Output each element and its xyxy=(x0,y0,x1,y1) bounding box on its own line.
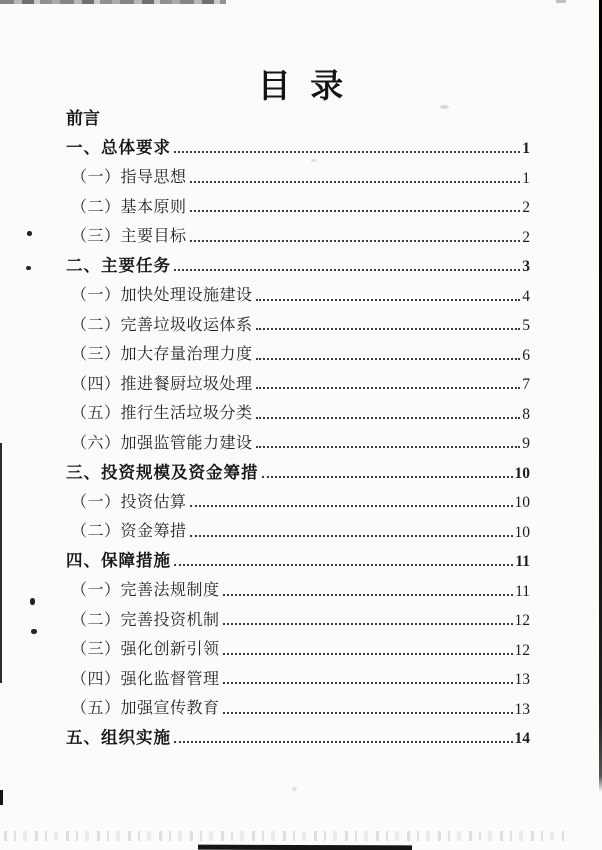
toc-entry-label: （二）完善投资机制 xyxy=(71,611,220,629)
toc-dot-leader xyxy=(174,151,520,153)
toc-dot-leader xyxy=(223,712,513,714)
toc-entry-page: 13 xyxy=(514,700,530,718)
toc-entry xyxy=(66,660,530,690)
toc-entry-label: （五）加强宣传教育 xyxy=(71,700,220,718)
toc-entry-page: 10 xyxy=(514,464,530,482)
toc-entry-page: 7 xyxy=(522,376,530,394)
toc-dot-leader xyxy=(256,417,521,419)
toc-entry-page: 11 xyxy=(515,553,530,571)
scan-artifact-bottom-black-bar xyxy=(198,845,412,850)
toc-entry xyxy=(66,689,530,719)
toc-entry-page: 2 xyxy=(522,228,530,246)
toc-dot-leader xyxy=(256,299,521,301)
toc-dot-leader xyxy=(174,564,513,566)
toc-entry xyxy=(66,335,530,365)
toc-entry-label: （一）投资估算 xyxy=(71,493,187,511)
toc-entry xyxy=(66,158,530,188)
toc-entry xyxy=(66,630,530,660)
toc-entry-page: 3 xyxy=(522,258,530,276)
toc-entry-label: （一）加快处理设施建设 xyxy=(71,287,253,305)
toc-preface xyxy=(66,99,530,129)
toc-entry-label: （三）强化创新引领 xyxy=(71,641,220,659)
toc-dot-leader xyxy=(190,505,513,507)
toc-entry-page: 1 xyxy=(522,140,530,158)
toc-dot-leader xyxy=(223,653,513,655)
toc-entry-label: （四）强化监督管理 xyxy=(71,670,220,688)
toc-entry-label: 五、组织实施 xyxy=(66,728,171,748)
toc-entry-label: 三、投资规模及资金筹措 xyxy=(66,462,259,482)
toc-entry xyxy=(66,453,530,483)
scan-artifact-speck xyxy=(27,231,32,236)
toc-dot-leader xyxy=(223,682,513,684)
toc-entry-page: 2 xyxy=(522,199,530,217)
table-of-contents xyxy=(66,99,530,748)
toc-entry-label: （二）基本原则 xyxy=(71,198,187,216)
toc-entry xyxy=(66,424,530,454)
toc-dot-leader xyxy=(174,741,513,743)
toc-dot-leader xyxy=(256,446,521,448)
toc-entry-page: 13 xyxy=(514,671,530,689)
toc-entry-label: （一）指导思想 xyxy=(71,169,187,187)
toc-dot-leader xyxy=(256,328,521,330)
toc-entry-page: 6 xyxy=(522,346,530,364)
toc-dot-leader xyxy=(256,358,521,360)
toc-entry xyxy=(66,306,530,336)
toc-dot-leader xyxy=(223,594,514,596)
toc-entry xyxy=(66,542,530,572)
toc-entry-page: 1 xyxy=(522,169,530,187)
toc-entry-page: 14 xyxy=(514,730,530,748)
toc-entry xyxy=(66,247,530,277)
toc-dot-leader xyxy=(190,210,521,212)
toc-entry xyxy=(66,129,530,159)
toc-entry xyxy=(66,483,530,513)
toc-dot-leader xyxy=(174,269,520,271)
toc-entry-label: 二、主要任务 xyxy=(66,256,171,276)
toc-dot-leader xyxy=(190,240,521,242)
toc-entry xyxy=(66,719,530,749)
toc-entry-page: 12 xyxy=(514,641,530,659)
toc-entry-page: 11 xyxy=(515,582,530,600)
toc-dot-leader xyxy=(256,387,521,389)
toc-entry-label: （二）资金筹措 xyxy=(71,523,187,541)
toc-entry-label: （三）主要目标 xyxy=(71,228,187,246)
toc-entry xyxy=(66,276,530,306)
toc-entry-label: （二）完善垃圾收运体系 xyxy=(71,316,253,334)
toc-dot-leader xyxy=(190,181,521,183)
toc-preface-label: 前言 xyxy=(66,108,100,128)
scan-artifact-top-noise-band xyxy=(0,0,226,4)
toc-entry-label: 一、总体要求 xyxy=(66,138,171,158)
toc-entry-label: （三）加大存量治理力度 xyxy=(71,346,253,364)
scan-artifact-speck xyxy=(31,629,37,634)
scan-artifact-speck xyxy=(26,266,31,270)
toc-dot-leader xyxy=(190,535,513,537)
toc-entry-page: 8 xyxy=(522,405,530,423)
toc-entry-label: （一）完善法规制度 xyxy=(71,582,220,600)
toc-entry-label: （五）推行生活垃圾分类 xyxy=(71,405,253,423)
scan-artifact-left-edge-line xyxy=(0,443,2,683)
toc-entry-page: 4 xyxy=(522,287,530,305)
scan-artifact-left-edge-mark xyxy=(0,790,3,805)
toc-entry xyxy=(66,217,530,247)
toc-entry xyxy=(66,188,530,218)
toc-entry xyxy=(66,394,530,424)
toc-entry-page: 12 xyxy=(514,612,530,630)
toc-entry-page: 5 xyxy=(522,317,530,335)
toc-entry xyxy=(66,512,530,542)
toc-dot-leader xyxy=(223,623,513,625)
toc-dot-leader xyxy=(262,476,513,478)
toc-entry xyxy=(66,365,530,395)
toc-entry-page: 10 xyxy=(514,494,530,512)
toc-entry-label: （六）加强监管能力建设 xyxy=(71,434,253,452)
toc-entry-page: 9 xyxy=(522,435,530,453)
page-title: 目 录 xyxy=(257,69,345,105)
toc-entry-page: 10 xyxy=(514,523,530,541)
toc-entry-label: 四、保障措施 xyxy=(66,551,171,571)
scan-artifact-speck xyxy=(30,598,35,605)
toc-entry xyxy=(66,571,530,601)
scan-artifact-top-speck xyxy=(556,0,566,3)
toc-entry-label: （四）推进餐厨垃圾处理 xyxy=(71,375,253,393)
scan-artifact-bottom-noise-band xyxy=(4,831,564,841)
scan-artifact-smudge xyxy=(292,787,297,791)
toc-entry xyxy=(66,601,530,631)
